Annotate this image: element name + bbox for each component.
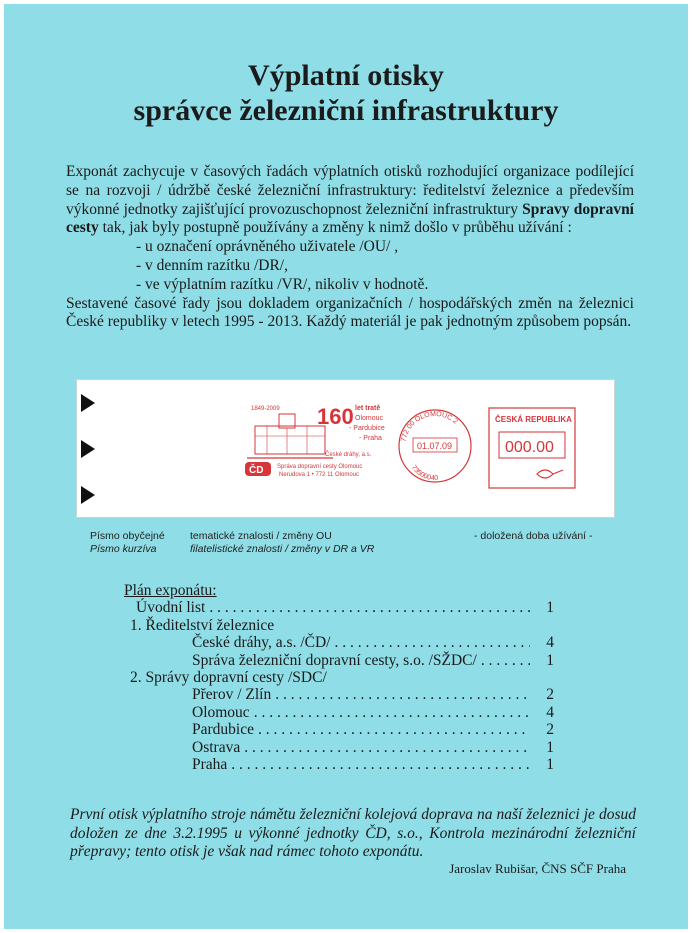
intro-bold-term: Spravy dopravní cesty: [66, 200, 634, 237]
company-name: České dráhy, a.s.: [325, 452, 372, 458]
intro-paragraph-2: Sestavené časové řady jsou dokladem organizačních / hospodářských změn na železnici České republiky v letech 1995 - 2013. Každý materiál je pak jednotným způsobem popsán.: [66, 294, 634, 331]
plan-row: 2. Správy dopravní cesty /SDC/: [130, 669, 327, 687]
legend-period: - doložená doba užívání -: [474, 530, 593, 542]
post-horn-icon: [537, 470, 563, 478]
legend-fonts: [90, 530, 165, 556]
legend-normal: Písmo obyčejné: [90, 530, 165, 542]
arrow-marker-icon: [81, 394, 95, 412]
slogan-block: [245, 404, 385, 478]
svg-text:ČD: ČD: [249, 465, 264, 476]
author-signature: Jaroslav Rubišar, ČNS SČF Praha: [449, 861, 626, 876]
slogan-route: - Pardubice: [349, 425, 385, 432]
title-line-1: Výplatní otisky: [248, 59, 444, 92]
value-stamp: [489, 408, 575, 488]
intro-text: [66, 163, 634, 332]
exhibit-plan: [124, 582, 554, 773]
plan-row: Ostrava . . . 1: [124, 739, 554, 756]
date-stamp: [399, 410, 471, 482]
slogan-route: - Praha: [359, 435, 382, 442]
arrow-marker-icon: [81, 440, 95, 458]
plan-heading: Plán exponátu:: [124, 582, 217, 599]
plan-row: České dráhy, a.s. /ČD/ . . . 4: [124, 634, 554, 651]
user-line: Správa dopravní cesty Olomouc: [277, 464, 363, 470]
legend-philatelic: filatelistické znalosti / změny v DR a VR: [190, 543, 375, 555]
date-stamp-place: 772 00 OLOMOUC 2: [400, 410, 459, 443]
postage-value: 000.00: [505, 439, 554, 456]
plan-row: Olomouc . . . 4: [124, 704, 554, 721]
date-stamp-number: 73500040: [409, 464, 439, 483]
user-line: Nerudova 1 • 772 11 Olomouc: [279, 472, 360, 478]
intro-list-item: - v denním razítku /DR/,: [136, 257, 634, 276]
slogan-years: 1849-2009: [251, 406, 280, 412]
intro-list: [66, 238, 634, 294]
slogan-number: 160: [317, 404, 354, 429]
franking-imprint: [237, 396, 597, 501]
plan-row: Praha . . . 1: [124, 756, 554, 773]
slogan-route: Olomouc: [355, 415, 384, 422]
intro-paragraph-1: Exponát zachycuje v časových řadách výplatních otisků rozhodující organizace podílející se na rozvoji / údržbě české železniční infrastruktury: ředitelství železnice a především výkonné jednotky zajišťující provozuschopnost železniční infrastruktury Spravy dopravní cesty tak, jak byly postupně používány a změny k nimž došlo v průběhu užívání :: [66, 163, 634, 237]
plan-row: Úvodní list . . . 1: [124, 599, 554, 616]
plan-row: Přerov / Zlín . . . 2: [124, 686, 554, 703]
intro-list-item: - u označení oprávněného uživatele /OU/ ,: [136, 238, 634, 257]
plan-row: 1. Ředitelství železnice: [130, 616, 275, 634]
plan-row: Pardubice . . . 2: [124, 721, 554, 738]
cd-logo-icon: [245, 462, 271, 476]
legend-thematic: tematické znalosti / změny OU: [190, 530, 332, 542]
date-stamp-date: 01.07.09: [417, 441, 453, 451]
footer-note: První otisk výplatního stroje námětu železniční kolejová doprava na naší železnici je dosud doložen ze dne 3.2.1995 u výkonné jednotky ČD, s.o., Kontrola mezinárodní železniční přepravy; tento otisk je však nad rámec tohoto exponátu.: [70, 806, 636, 860]
legend-italic: Písmo kurzíva: [90, 543, 157, 555]
plan-row: Správa železniční dopravní cesty, s.o. /SŽDC/ . . . 1: [124, 652, 554, 669]
exhibit-page: [4, 4, 688, 929]
country-name: ČESKÁ REPUBLIKA: [495, 415, 572, 424]
title-line-2: správce železniční infrastruktury: [133, 94, 559, 127]
page-title: [4, 58, 688, 128]
slogan-suffix: let tratě: [355, 405, 381, 412]
arrow-marker-icon: [81, 486, 95, 504]
svg-text:73500040: [410, 464, 439, 482]
legend-meanings: [190, 530, 374, 556]
intro-list-item: - ve výplatním razítku /VR/, nikoliv v hodnotě.: [136, 276, 634, 295]
meter-strip: [77, 380, 614, 517]
